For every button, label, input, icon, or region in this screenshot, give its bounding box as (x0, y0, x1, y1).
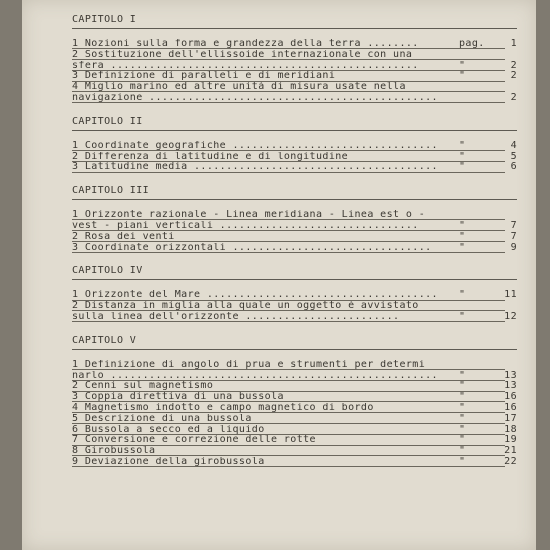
page-prefix: " (459, 434, 466, 446)
page-number: 13 (504, 369, 517, 381)
page-prefix: " (459, 455, 466, 467)
entry-line (72, 435, 517, 446)
toc-entry (72, 162, 517, 173)
page-reference (459, 457, 517, 468)
entry-text: 1 Orizzonte del Mare .................................... (72, 290, 438, 301)
entry-text: 2 Distanza in miglia alla quale un oggetto è avvistato (72, 301, 419, 312)
entry-line (72, 457, 517, 468)
document-page (22, 0, 536, 550)
toc-entry (72, 381, 517, 392)
toc-entry (72, 82, 517, 104)
entry-text: vest - piani verticali ............................... (72, 220, 419, 231)
page-prefix: " (459, 241, 466, 253)
page-number: 11 (504, 289, 517, 301)
entry-text: 5 Descrizione di una bussola (72, 413, 252, 424)
toc-entry (72, 457, 517, 468)
page-prefix: " (459, 59, 466, 71)
page-number: 2 (510, 59, 517, 71)
page-prefix: " (459, 219, 466, 231)
entry-line (72, 210, 517, 221)
entry-line (72, 141, 517, 152)
toc-entry (72, 435, 517, 446)
toc-entry (72, 403, 517, 414)
toc-entry (72, 50, 517, 72)
toc-entry (72, 290, 517, 301)
page-prefix: " (459, 139, 466, 151)
page-number: 5 (510, 150, 517, 162)
page-prefix: " (459, 380, 466, 392)
toc-entry (72, 39, 517, 50)
page-prefix: " (459, 423, 466, 435)
entry-line (72, 61, 517, 72)
page-number: 13 (504, 380, 517, 392)
page-prefix: " (459, 310, 466, 322)
page-reference (459, 39, 517, 50)
table-of-contents (72, 8, 517, 474)
page-reference (459, 152, 517, 163)
entry-text: 1 Coordinate geografiche ................................ (72, 140, 438, 151)
entry-text: 1 Nozioni sulla forma e grandezza della terra ........ (72, 39, 419, 49)
entry-text: 4 Miglio marino ed altre unità di misura usate nella (72, 82, 406, 93)
entry-line (72, 221, 517, 232)
entry-text: 3 Latitudine media ...................................... (72, 162, 438, 173)
page-prefix: " (459, 401, 466, 413)
toc-entry (72, 414, 517, 425)
page-number: 6 (510, 161, 517, 173)
chapter-section (72, 263, 517, 328)
entry-text: 6 Bussola a secco ed a liquido (72, 424, 265, 435)
page-prefix: " (459, 391, 466, 403)
entry-line (72, 243, 517, 254)
page-reference (459, 290, 517, 301)
entry-text: 4 Magnetismo indotto e campo magnetico di bordo (72, 402, 374, 413)
entry-text: 1 Orizzonte razionale - Linea meridiana - Linea est o - (72, 210, 426, 221)
entry-text: 8 Girobussola (72, 446, 156, 457)
entry-text: sfera ................................................ (72, 60, 419, 71)
entry-list (72, 131, 517, 179)
entry-line (72, 162, 517, 173)
entry-line (72, 93, 517, 104)
page-prefix: " (459, 230, 466, 242)
entry-list (72, 200, 517, 259)
toc-entry (72, 392, 517, 403)
toc-entry (72, 210, 517, 232)
toc-entry (72, 360, 517, 382)
entry-line (72, 425, 517, 436)
entry-line (72, 381, 517, 392)
chapter-title: CAPITOLO III (72, 185, 150, 197)
page-number: 22 (504, 455, 517, 467)
entry-line (72, 82, 517, 93)
entry-line (72, 50, 517, 61)
chapter-title: CAPITOLO I (72, 14, 137, 25)
entry-text: 2 Cenni sul magnetismo (72, 381, 214, 392)
entry-text: 7 Conversione e correzione delle rotte (72, 435, 316, 446)
page-reference (459, 414, 517, 425)
entry-line (72, 39, 517, 50)
entry-text: 2 Rosa dei venti (72, 231, 175, 242)
toc-entry (72, 301, 517, 323)
page-number: 9 (510, 241, 517, 253)
page-reference (459, 221, 517, 232)
page-number: 12 (504, 310, 517, 322)
entry-text: sulla linea dell'orizzonte ........................ (72, 311, 400, 322)
entry-text: 3 Coppia direttiva di una bussola (72, 392, 284, 403)
entry-text: 2 Differenza di latitudine e di longitudine (72, 151, 349, 162)
chapter-section (72, 333, 517, 474)
page-number: 16 (504, 391, 517, 403)
entry-list (72, 29, 517, 110)
page-number: 2 (510, 91, 517, 103)
entry-list (72, 280, 517, 328)
chapter-section (72, 12, 517, 110)
chapter-title: CAPITOLO V (72, 334, 137, 346)
page-reference (459, 71, 517, 82)
entry-line (72, 392, 517, 403)
toc-entry (72, 152, 517, 163)
toc-entry (72, 243, 517, 254)
entry-line (72, 232, 517, 243)
entry-line (72, 446, 517, 457)
page-prefix: " (459, 412, 466, 424)
page-reference (459, 93, 517, 104)
toc-entry (72, 232, 517, 243)
page-reference (459, 61, 517, 72)
page-prefix: " (459, 70, 466, 82)
chapter-title: CAPITOLO II (72, 115, 143, 127)
entry-line (72, 301, 517, 312)
toc-entry (72, 425, 517, 436)
entry-line (72, 312, 517, 323)
page-number: 19 (504, 434, 517, 446)
entry-text: 9 Deviazione della girobussola (72, 456, 265, 467)
toc-entry (72, 446, 517, 457)
entry-text: 2 Sostituzione dell'ellissoide internazionale con una (72, 49, 413, 60)
entry-line (72, 360, 517, 371)
entry-line (72, 71, 517, 82)
page-reference (459, 141, 517, 152)
page-number: 18 (504, 423, 517, 435)
entry-line (72, 290, 517, 301)
page-prefix: " (459, 369, 466, 381)
entry-line (72, 152, 517, 163)
page-number: 16 (504, 401, 517, 413)
page-prefix: " (459, 150, 466, 162)
entry-text: 1 Definizione di angolo di prua e strumenti per determi (72, 359, 426, 370)
entry-list (72, 350, 517, 474)
toc-entry (72, 141, 517, 152)
entry-text: narlo ................................................... (72, 370, 438, 381)
entry-text: navigazione ............................................. (72, 92, 438, 103)
page-number: 4 (510, 139, 517, 151)
page-number: 1 (510, 38, 517, 49)
page-reference (459, 162, 517, 173)
page-reference (459, 232, 517, 243)
page-reference (459, 243, 517, 254)
chapter-section (72, 183, 517, 259)
page-prefix: " (459, 445, 466, 457)
entry-line (72, 371, 517, 382)
chapter-title: CAPITOLO IV (72, 265, 143, 277)
page-prefix: " (459, 289, 466, 301)
chapter-section (72, 114, 517, 179)
page-number: 17 (504, 412, 517, 424)
page-number: 7 (510, 219, 517, 231)
page-number: 21 (504, 445, 517, 457)
page-prefix: pag. (459, 38, 485, 49)
entry-line (72, 403, 517, 414)
entry-line (72, 414, 517, 425)
page-number: 2 (510, 70, 517, 82)
page-number: 7 (510, 230, 517, 242)
entry-text: 3 Definizione di paralleli e di meridiani (72, 71, 336, 82)
page-reference (459, 312, 517, 323)
page-prefix: " (459, 161, 466, 173)
toc-entry (72, 71, 517, 82)
entry-text: 3 Coordinate orizzontali ............................... (72, 242, 432, 253)
